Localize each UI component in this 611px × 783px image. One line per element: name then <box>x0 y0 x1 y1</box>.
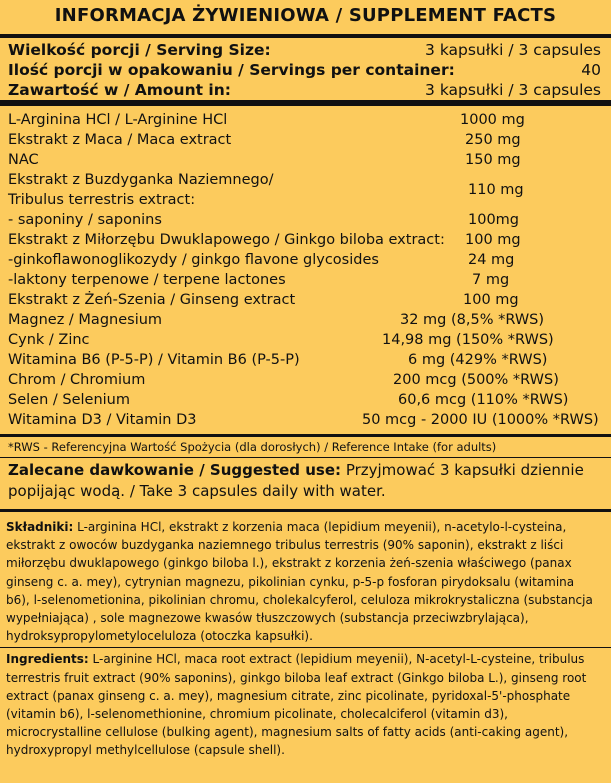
fact-name-line: - saponiny / saponins <box>8 212 162 228</box>
fact-name-line: -ginkoflawonoglikozydy / ginkgo flavone glycosides <box>8 252 379 268</box>
fact-name <box>8 290 295 310</box>
fact-name-line: -laktony terpenowe / terpene lactones <box>8 272 286 288</box>
fact-row <box>8 230 601 250</box>
fact-name-line: Witamina B6 (P-5-P) / Vitamin B6 (P-5-P) <box>8 352 300 368</box>
fact-row <box>8 170 601 210</box>
ingredients-pl <box>6 518 601 645</box>
fact-amount: 150 mg <box>465 152 521 168</box>
serving-size-value: 3 kapsułki / 3 capsules <box>425 41 601 59</box>
fact-row <box>8 370 601 390</box>
fact-name <box>8 130 231 150</box>
fact-row <box>8 270 601 290</box>
servings-per-container-value: 40 <box>581 61 601 79</box>
fact-amount: 200 mcg (500% *RWS) <box>393 372 559 388</box>
fact-amount: 6 mg (429% *RWS) <box>408 352 548 368</box>
fact-name <box>8 270 286 290</box>
fact-row <box>8 290 601 310</box>
ingredients-section <box>0 512 611 760</box>
rws-footnote: *RWS - Referencyjna Wartość Spożycia (dla dorosłych) / Reference Intake (for adults) <box>0 437 611 458</box>
fact-row <box>8 330 601 350</box>
serving-info <box>0 38 611 106</box>
fact-name <box>8 410 197 430</box>
ingredients-en <box>6 650 601 759</box>
fact-name <box>8 230 445 250</box>
serving-size-label: Wielkość porcji / Serving Size: <box>8 41 271 59</box>
fact-amount: 32 mg (8,5% *RWS) <box>400 312 545 328</box>
fact-row <box>8 390 601 410</box>
fact-amount: 14,98 mg (150% *RWS) <box>382 332 554 348</box>
fact-name-line: Cynk / Zinc <box>8 332 90 348</box>
serving-size-row <box>8 40 601 60</box>
fact-name-line: Ekstrakt z Miłorzębu Dwuklapowego / Ginkgo biloba extract: <box>8 232 445 248</box>
fact-amount: 100mg <box>468 212 520 228</box>
fact-name-line: Selen / Selenium <box>8 392 130 408</box>
fact-row <box>8 110 601 130</box>
fact-name-line: Magnez / Magnesium <box>8 312 163 328</box>
panel-title: INFORMACJA ŻYWIENIOWA / SUPPLEMENT FACTS <box>0 0 611 38</box>
servings-per-container-label: Ilość porcji w opakowaniu / Servings per container: <box>8 61 455 79</box>
amount-in-row <box>8 80 601 100</box>
fact-amount: 250 mg <box>465 132 521 148</box>
amount-in-label: Zawartość w / Amount in: <box>8 81 231 99</box>
suggested-use <box>0 458 611 512</box>
fact-row <box>8 210 601 230</box>
fact-amount: 7 mg <box>472 272 510 288</box>
fact-row <box>8 350 601 370</box>
fact-name-line: Tribulus terrestris extract: <box>8 192 196 208</box>
facts-table <box>0 106 611 437</box>
fact-name-line: Ekstrakt z Buzdyganka Naziemnego/ <box>8 172 274 188</box>
fact-name <box>8 370 145 390</box>
fact-name <box>8 150 39 170</box>
fact-amount: 24 mg <box>468 252 515 268</box>
fact-name-line: L-Arginina HCl / L-Arginine HCl <box>8 112 228 128</box>
fact-row <box>8 410 601 430</box>
ingredients-en-label: Ingredients: <box>6 652 89 667</box>
fact-name <box>8 170 274 210</box>
fact-row <box>8 130 601 150</box>
ingredients-divider <box>0 647 611 648</box>
fact-row <box>8 310 601 330</box>
ingredients-pl-label: Składniki: <box>6 520 74 534</box>
fact-amount: 100 mg <box>465 232 521 248</box>
fact-name <box>8 350 300 370</box>
suggested-use-text: Przyjmować 3 kapsułki dziennie popijając wodą. / Take 3 capsules daily with water. <box>8 461 584 500</box>
fact-name <box>8 110 227 130</box>
servings-per-container-row <box>8 60 601 80</box>
fact-row <box>8 150 601 170</box>
fact-amount: 50 mcg - 2000 IU (1000% *RWS) <box>362 412 599 428</box>
fact-name <box>8 390 130 410</box>
fact-name <box>8 210 162 230</box>
fact-name <box>8 250 379 270</box>
fact-amount: 110 mg <box>468 182 524 198</box>
fact-name <box>8 330 90 350</box>
fact-name-line: Ekstrakt z Maca / Maca extract <box>8 132 232 148</box>
fact-name-line: NAC <box>8 152 39 168</box>
fact-amount: 1000 mg <box>460 112 525 128</box>
fact-name <box>8 310 162 330</box>
fact-name-line: Chrom / Chromium <box>8 372 146 388</box>
fact-amount: 100 mg <box>463 292 519 308</box>
fact-name-line: Ekstrakt z Żeń-Szenia / Ginseng extract <box>8 292 296 308</box>
fact-row <box>8 250 601 270</box>
suggested-use-label: Zalecane dawkowanie / Suggested use: <box>8 461 342 479</box>
ingredients-en-text: L-arginine HCl, maca root extract (lepidium meyenii), N-acetyl-L-cysteine, tribulus terrestris fruit extract (90% saponins), ginkgo biloba leaf extract (Ginkgo biloba L.), ginseng root extract (panax ginseng c. a. mey), magnesium citrate, zinc picolinate, pyridoxal-5'-phosphate (vitamin b6), l-selenomethionine, chromium picolinate, cholecalciferol (vitamin d3), microcrystalline cellulose (bulking agent), magnesium salts of fatty acids (anti-caking agent), hydroxypropyl methylcellulose (capsule shell). <box>6 652 587 758</box>
fact-name-line: Witamina D3 / Vitamin D3 <box>8 412 197 428</box>
amount-in-value: 3 kapsułki / 3 capsules <box>425 81 601 99</box>
fact-amount: 60,6 mcg (110% *RWS) <box>398 392 569 408</box>
ingredients-pl-text: L-arginina HCl, ekstrakt z korzenia maca (lepidium meyenii), n-acetylo-l-cysteina, ekstrakt z owoców buzdyganka naziemnego tribulus terrestris (90% saponin), ekstrakt z liści miłorzębu dwuklapowego (ginkgo biloba l.), ekstrakt z korzenia żeń-szenia właściwego (panax ginseng c. a. mey), cytrynian magnezu, pikolinian cynku, p-5-p fosforan pirydoksalu (witamina b6), l-selenometionina, pikolinian chromu, cholekalcyferol, celuloza mikrokrystaliczna (substancja wypełniająca) , sole magnezowe kwasów tłuszczowych (substancja przeciwzbrylająca), hydroksypropylometyloceluloza (otoczka kapsułki). <box>6 520 593 644</box>
